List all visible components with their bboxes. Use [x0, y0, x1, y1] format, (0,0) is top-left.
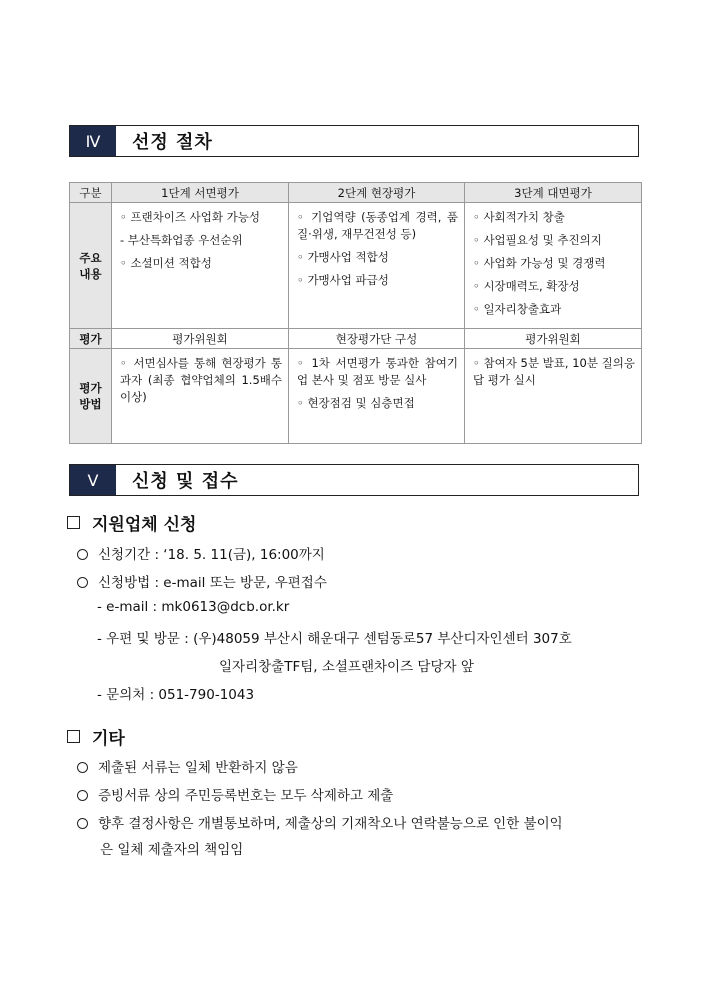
section-number: Ⅳ [70, 126, 116, 156]
apply-email: - e-mail : mk0613@dcb.or.kr [97, 599, 290, 615]
stage2-evaluator: 현장평가단 구성 [289, 329, 465, 349]
row-label-eval: 평가 [70, 329, 112, 349]
heading-text: 지원업체 신청 [92, 515, 197, 535]
stage1-content [112, 203, 289, 329]
bullet: ◦ 프랜차이즈 사업화 가능성 [120, 210, 260, 224]
section-title: 선정 절차 [132, 132, 213, 153]
bullet: ◦ 가맹사업 파급성 [297, 273, 389, 287]
table-row [70, 203, 642, 329]
section-header-4 [69, 125, 639, 157]
etc-heading [67, 724, 125, 749]
apply-mail-cont: 일자리창출TF팀, 소셜프랜차이즈 담당자 앞 [219, 659, 474, 675]
table-row [70, 329, 642, 349]
etc-item-cont: 은 일체 제출자의 책임임 [100, 842, 244, 858]
selection-table [69, 182, 642, 444]
header-category: 구분 [70, 183, 112, 203]
section-header-5 [69, 464, 639, 496]
bullet: ◦ 시장매력도, 확장성 [473, 279, 580, 293]
bullet: ◦ 일자리창출효과 [473, 302, 562, 316]
row-label-method: 평가 방법 [70, 349, 112, 444]
text: 제출된 서류는 일체 반환하지 않음 [98, 760, 298, 776]
stage3-evaluator: 평가위원회 [465, 329, 642, 349]
heading-text: 기타 [92, 729, 125, 749]
header-stage2: 2단계 현장평가 [289, 183, 465, 203]
bullet: ◦ 사업화 가능성 및 경쟁력 [473, 256, 606, 270]
bullet: ◦ 서면심사를 통해 현장평가 통과자 (최종 협약업체의 1.5배수 이상) [120, 356, 282, 404]
bullet: - 부산특화업종 우선순위 [120, 233, 243, 247]
bullet: ◦ 현장점검 및 심층면접 [297, 396, 415, 410]
circle-bullet-icon [77, 762, 88, 773]
circle-bullet-icon [77, 549, 88, 560]
apply-heading [67, 510, 196, 535]
header-stage1: 1단계 서면평가 [112, 183, 289, 203]
stage2-method [289, 349, 465, 444]
text: 향후 결정사항은 개별통보하며, 제출상의 기재착오나 연락불능으로 인한 불이익 [98, 816, 563, 832]
table-header-row [70, 183, 642, 203]
section-number: Ⅴ [70, 465, 116, 495]
circle-bullet-icon [77, 818, 88, 829]
bullet: ◦ 소셜미션 적합성 [120, 256, 212, 270]
stage3-method [465, 349, 642, 444]
apply-method [77, 571, 327, 591]
table-row [70, 349, 642, 444]
text: 신청기간 : ‘18. 5. 11(금), 16:00까지 [98, 547, 325, 563]
apply-period [77, 543, 325, 563]
apply-mail: - 우편 및 방문 : (우)48059 부산시 해운대구 센텀동로57 부산디자인센터 307호 [97, 631, 572, 647]
stage2-content [289, 203, 465, 329]
bullet: ◦ 가맹사업 적합성 [297, 250, 389, 264]
etc-item [77, 756, 298, 776]
stage3-content [465, 203, 642, 329]
etc-item [77, 784, 393, 804]
section-title: 신청 및 접수 [132, 471, 239, 492]
circle-bullet-icon [77, 790, 88, 801]
bullet: ◦ 사회적가치 창출 [473, 210, 565, 224]
stage1-evaluator: 평가위원회 [112, 329, 289, 349]
text: 신청방법 : e-mail 또는 방문, 우편접수 [98, 575, 327, 591]
circle-bullet-icon [77, 577, 88, 588]
stage1-method [112, 349, 289, 444]
row-label-content: 주요 내용 [70, 203, 112, 329]
bullet: ◦ 참여자 5분 발표, 10분 질의응답 평가 실시 [473, 356, 635, 387]
checkbox-icon [67, 516, 80, 529]
header-stage3: 3단계 대면평가 [465, 183, 642, 203]
bullet: ◦ 기업역량 (동종업계 경력, 품질·위생, 재무건전성 등) [297, 210, 458, 241]
bullet: ◦ 사업필요성 및 추진의지 [473, 233, 602, 247]
text: 증빙서류 상의 주민등록번호는 모두 삭제하고 제출 [98, 788, 394, 804]
apply-contact: - 문의처 : 051-790-1043 [97, 687, 255, 703]
bullet: ◦ 1차 서면평가 통과한 참여기업 본사 및 점포 방문 실사 [297, 356, 458, 387]
checkbox-icon [67, 730, 80, 743]
etc-item [77, 812, 563, 832]
